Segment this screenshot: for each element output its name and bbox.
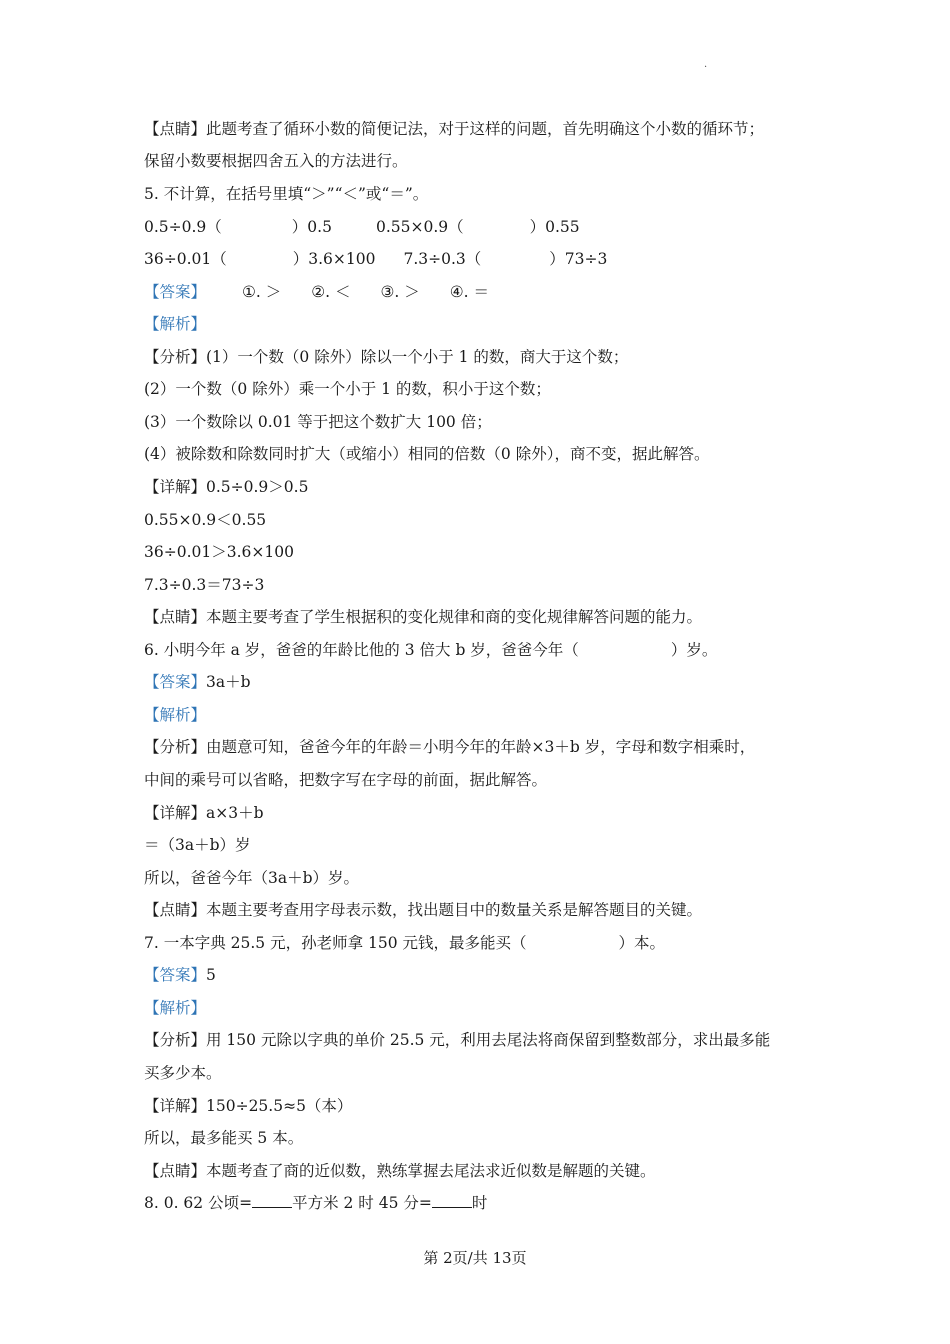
q8-part-a: 8. 0. 62 公顷= xyxy=(144,1194,253,1212)
q5-row-1 xyxy=(144,216,580,238)
q5-detail-4: 7.3÷0.3＝73÷3 xyxy=(144,576,265,594)
q5-analysis-1: 【分析】(1）一个数（0 除外）除以一个小于 1 的数，商大于这个数； xyxy=(144,348,629,366)
q8-part-c: 时 xyxy=(471,1194,488,1212)
q5-r2-c: 7.3÷0.3（ xyxy=(403,250,482,268)
q5-r2-a: 36÷0.01（ xyxy=(144,250,227,268)
q5-answer-2: ②. ＜ xyxy=(311,283,351,301)
q6-analysis-2: 中间的乘号可以省略，把数字写在字母的前面，据此解答。 xyxy=(144,771,548,789)
q4-tip-line-1: 【点睛】此题考查了循环小数的简便记法，对于这样的问题，首先明确这个小数的循环节； xyxy=(144,120,765,138)
q7-answer xyxy=(144,964,216,986)
q5-analysis-4: (4）被除数和除数同时扩大（或缩小）相同的倍数（0 除外），商不变，据此解答。 xyxy=(144,445,710,463)
q7-answer-tag: 【答案】 xyxy=(144,966,207,984)
q6-detail-3: 所以，爸爸今年（3a＋b）岁。 xyxy=(144,869,360,887)
q6-answer-value: 3a＋b xyxy=(206,673,251,691)
q8-blank-1 xyxy=(252,1193,292,1208)
q6-analysis-1: 【分析】由题意可知，爸爸今年的年龄＝小明今年的年龄×3＋b 岁，字母和数字相乘时， xyxy=(144,738,756,756)
q5-r1-b: ）0.5 xyxy=(291,218,332,236)
q6-answer-tag: 【答案】 xyxy=(144,673,207,691)
q7-detail-1: 【详解】150÷25.5≈5（本） xyxy=(144,1097,353,1115)
q5-answer-1: ①. ＞ xyxy=(242,283,282,301)
q7-detail-2: 所以，最多能买 5 本。 xyxy=(144,1129,304,1147)
q6-title-b: ）岁。 xyxy=(670,641,718,659)
q6-title-a: 6. 小明今年 a 岁，爸爸的年龄比他的 3 倍大 b 岁，爸爸今年（ xyxy=(144,641,579,659)
q8-blank-2 xyxy=(432,1193,472,1208)
q8-title xyxy=(144,1192,487,1214)
header-mark: · xyxy=(704,62,708,73)
q6-detail-1: 【详解】a×3＋b xyxy=(144,804,264,822)
q5-detail-1: 【详解】0.5÷0.9＞0.5 xyxy=(144,478,309,496)
q4-tip-line-2: 保留小数要根据四舍五入的方法进行。 xyxy=(144,152,408,170)
q5-r2-d: ）73÷3 xyxy=(549,250,608,268)
q7-jiexi-tag: 【解析】 xyxy=(144,999,207,1017)
q6-detail-2: ＝（3a＋b）岁 xyxy=(144,836,251,854)
q5-analysis-3: (3）一个数除以 0.01 等于把这个数扩大 100 倍； xyxy=(144,413,492,431)
q7-title-a: 7. 一本字典 25.5 元，孙老师拿 150 元钱，最多能买（ xyxy=(144,934,527,952)
q7-title xyxy=(144,932,665,954)
q5-r1-a: 0.5÷0.9（ xyxy=(144,218,222,236)
q5-row-2 xyxy=(144,248,607,270)
q5-jiexi-tag: 【解析】 xyxy=(144,315,207,333)
q7-answer-value: 5 xyxy=(206,966,216,984)
q5-answer-3: ③. ＞ xyxy=(380,283,420,301)
q6-title xyxy=(144,639,717,661)
q8-part-b: 平方米 2 时 45 分= xyxy=(292,1194,432,1212)
q7-title-b: ）本。 xyxy=(618,934,666,952)
q7-tip: 【点睛】本题考查了商的近似数，熟练掌握去尾法求近似数是解题的关键。 xyxy=(144,1162,656,1180)
q7-analysis-2: 买多少本。 xyxy=(144,1064,222,1082)
q5-analysis-2: (2）一个数（0 除外）乘一个小于 1 的数，积小于这个数； xyxy=(144,380,551,398)
q5-answer-tag: 【答案】 xyxy=(144,283,207,301)
q5-answer-4: ④. ＝ xyxy=(449,283,490,301)
page-footer: 第 2页/共 13页 xyxy=(423,1249,527,1267)
q6-answer xyxy=(144,671,251,693)
q5-r1-d: ）0.55 xyxy=(529,218,580,236)
q6-jiexi-tag: 【解析】 xyxy=(144,706,207,724)
q5-detail-2: 0.55×0.9＜0.55 xyxy=(144,511,267,529)
q5-r2-b: ）3.6×100 xyxy=(292,250,376,268)
q5-title: 5. 不计算，在括号里填“＞”“＜”或“＝”。 xyxy=(144,185,429,203)
q6-tip: 【点睛】本题主要考查用字母表示数，找出题目中的数量关系是解答题目的关键。 xyxy=(144,901,703,919)
q5-r1-c: 0.55×0.9（ xyxy=(375,218,464,236)
q5-answer xyxy=(144,281,489,303)
q5-tip: 【点睛】本题主要考查了学生根据积的变化规律和商的变化规律解答问题的能力。 xyxy=(144,608,703,626)
q7-analysis-1: 【分析】用 150 元除以字典的单价 25.5 元，利用去尾法将商保留到整数部分，求出最多能 xyxy=(144,1031,771,1049)
q5-detail-3: 36÷0.01＞3.6×100 xyxy=(144,543,294,561)
